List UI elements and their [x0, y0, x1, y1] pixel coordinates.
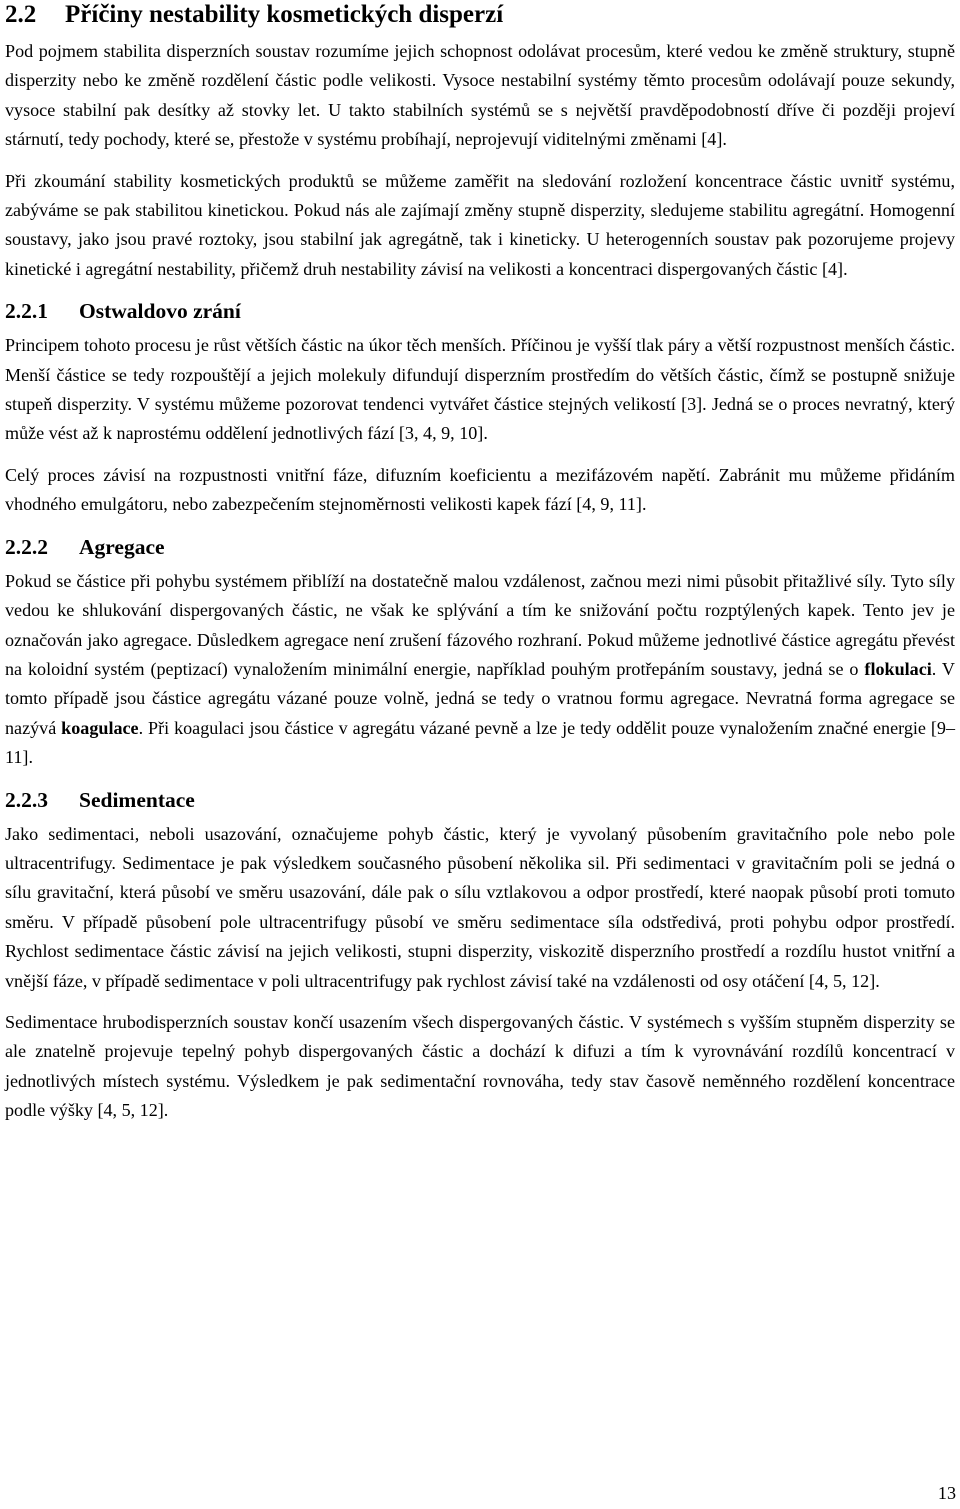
- paragraph-agregace: [5, 567, 955, 773]
- subsection-heading-sedimentace: [5, 788, 955, 812]
- paragraph-stability-definition: Pod pojmem stabilita disperzních soustav rozumíme jejich schopnost odolávat procesům, které vedou ke změně struktury, stupně disperzity nebo ke změně rozdělení částic podle velikosti. Vysoce nestabilní systémy těmto procesům odolávají pouze sekundy, vysoce stabilní pak desítky až stovky let. U takto stabilních systémů se s největší pravděpodobností dříve či později projeví stárnutí, tedy pochody, které se, přestože v systému probíhají, neprojevují viditelnými změnami [4].: [5, 41, 955, 150]
- subsection-title: Sedimentace: [79, 787, 195, 812]
- term-koagulace: koagulace: [61, 717, 139, 738]
- term-flokulace: flokulaci: [864, 658, 932, 679]
- text-run: Pokud se částice při pohybu systémem přiblíží na dostatečně malou vzdálenost, začnou mezi nimi působit přitažlivé síly. Tyto síly vedou ke shlukování dispergovaných částic, ne však ke splývání a tím ke snižování počtu rozptýlených kapek. Tento jev je označován jako agregace. Důsledkem agregace není zrušení fázového rozhraní. Pokud můžeme jednotlivé částice agregátu převést na koloidní systém (peptizací) vynaložením minimální energie, například pouhým protřepáním soustavy, jedná se o: [5, 570, 955, 679]
- paragraph-ostwald-principle: Principem tohoto procesu je růst větších částic na úkor těch menších. Příčinou je vyšší tlak páry a větší rozpustnost menších částic. Menší částice se tedy rozpouštějí a jejich molekuly difundují disperzním prostředím do větších částic, čímž se postupně snižuje stupeň disperzity. V systému můžeme pozorovat tendenci vytvářet částice stejných velikostí [3]. Jedná se o proces nevratný, který může vést až k naprostému oddělení jednotlivých fází [3, 4, 9, 10].: [5, 335, 955, 444]
- section-heading: [5, 2, 955, 28]
- subsection-number: 2.2.3: [5, 787, 48, 812]
- subsection-title: Agregace: [79, 534, 165, 559]
- subsection-number: 2.2.1: [5, 299, 48, 324]
- subsection-number: 2.2.2: [5, 534, 48, 559]
- subsection-title: Ostwaldovo zrání: [79, 299, 241, 324]
- subsection-heading-ostwald: [5, 299, 955, 323]
- paragraph-sedimentace-definition: Jako sedimentaci, neboli usazování, označujeme pohyb částic, který je vyvolaný působením gravitačního pole nebo pole ultracentrifugy. Sedimentace je pak výsledkem současného působení několika sil. Při sedimentaci v gravitačním poli se jedná o sílu gravitační, která působí ve směru usazování, dále pak o sílu vztlakovou a odpor prostředí, které naopak působí proti tomuto směru. V případě působení pole ultracentrifugy působí ve směru sedimentace síla odstředivá, proti pohybu odpor prostředí. Rychlost sedimentace částic závisí na jejich velikosti, stupni disperzity, viskozitě disperzního prostředí a rozdílu hustot vnitřní a vnější fáze, v případě sedimentace v poli ultracentrifugy pak rychlost závisí také na vzdálenosti od osy otáčení [4, 5, 12].: [5, 823, 955, 991]
- paragraph-ostwald-process: Celý proces závisí na rozpustnosti vnitřní fáze, difuzním koeficientu a mezifázovém napětí. Zabránit mu můžeme přidáním vhodného emulgátoru, nebo zabezpečením stejnoměrnosti velikosti kapek fází [4, 9, 11].: [5, 464, 955, 515]
- text-run: . Při koagulaci jsou částice v agregátu vázané pevně a lze je tedy oddělit pouze vynaložením značné energie [9–11].: [5, 717, 955, 768]
- subsection-heading-agregace: [5, 535, 955, 559]
- section-title: Příčiny nestability kosmetických disperzí: [65, 1, 504, 28]
- section-number: 2.2: [5, 1, 37, 28]
- paragraph-sedimentace-equilibrium: Sedimentace hrubodisperzních soustav končí usazením všech dispergovaných částic. V systémech s vyšším stupněm disperzity se ale znatelně projevuje tepelný pohyb dispergovaných částic a dochází k difuzi a tím k vyrovnávání rozdílů koncentrací v jednotlivých místech systému. Výsledkem je pak sedimentační rovnováha, tedy stav časově neměnného rozdělení koncentrace podle výšky [4, 5, 12].: [5, 1011, 955, 1121]
- paragraph-stability-types: Při zkoumání stability kosmetických produktů se můžeme zaměřit na sledování rozložení koncentrace částic uvnitř systému, zabýváme se pak stabilitou kinetickou. Pokud nás ale zajímají změny stupně disperzity, sledujeme stabilitu agregátní. Homogenní soustavy, jako jsou pravé roztoky, jsou stabilní jak agregátně, tak i kineticky. U heterogenních soustav pak pozorujeme projevy kinetické i agregátní nestability, přičemž druh nestability závisí na velikosti a koncentraci dispergovaných částic [4].: [5, 170, 955, 279]
- text-run: . V tomto případě jsou částice agregátu vázané pouze volně, jedná se tedy o vratnou formu agregace. Nevratná forma agregace se nazývá: [5, 658, 955, 738]
- document-page: [5, 0, 955, 1138]
- page-number: 13: [937, 1483, 956, 1503]
